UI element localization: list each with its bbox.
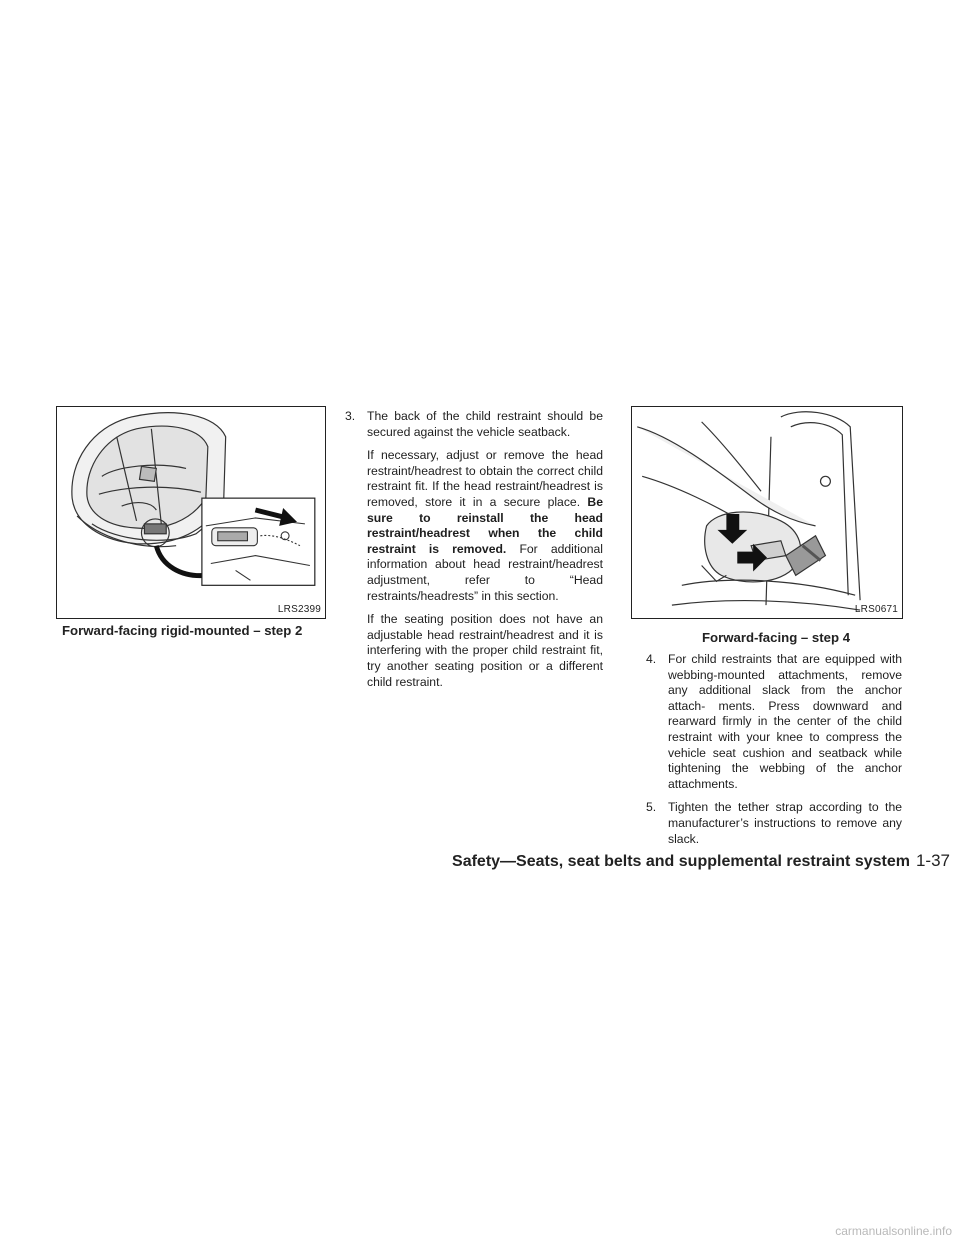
figure-caption: Forward-facing – step 4 bbox=[702, 630, 851, 645]
step-number: 3. bbox=[345, 409, 356, 423]
step-text: Tighten the tether strap according to the manufacturer’s instructions to remove any slack. bbox=[668, 800, 902, 846]
section-title: Safety—Seats, seat belts and supplemental restraint system bbox=[452, 853, 910, 870]
step-text: The back of the child restraint should be secured against the vehicle seatback. bbox=[367, 409, 603, 439]
page-footer bbox=[420, 851, 950, 875]
right-column bbox=[646, 652, 902, 855]
step-number: 4. bbox=[646, 652, 657, 666]
step-3 bbox=[345, 409, 603, 690]
step-number: 5. bbox=[646, 800, 657, 815]
figure-caption: Forward-facing rigid-mounted – step 2 bbox=[62, 623, 303, 638]
paragraph-tail: For additional information about head restraint/headrest adjustment, refer to “Head restraints/headrests” in this section. bbox=[367, 541, 603, 603]
figure-right bbox=[631, 406, 903, 619]
step-4 bbox=[646, 652, 902, 792]
page-number: 1-37 bbox=[915, 851, 950, 870]
figure-code: LRS0671 bbox=[854, 604, 898, 615]
child-seat-install-illustration bbox=[632, 407, 902, 618]
step-paragraph bbox=[367, 448, 603, 604]
step-5 bbox=[646, 800, 902, 847]
middle-column bbox=[345, 409, 603, 698]
step-text: For child restraints that are equipped with webbing-mounted attachments, remove any additional slack from the anchor attach- ments. Press downward and rearward firmly in the center of the child restraint with your knee to compress the vehicle seat cushion and seatback while tightening the webbing of the anchor attachments. bbox=[668, 652, 902, 791]
watermark: carmanualsonline.info bbox=[835, 1224, 952, 1238]
child-seat-illustration bbox=[57, 407, 325, 618]
warning-text: Be sure to reinstall the head restraint/headrest when the child restraint is removed. bbox=[367, 494, 603, 556]
figure-left bbox=[56, 406, 326, 619]
step-paragraph: If the seating position does not have an adjustable head restraint/headrest and it is interfering with the proper child restraint fit, try another seating position or a different child restraint. bbox=[367, 612, 603, 689]
paragraph-lead: If necessary, adjust or remove the head restraint/headrest to obtain the correct child restraint fit. If the head restraint/headrest is removed, store it in a secure place. bbox=[367, 448, 603, 509]
figure-code: LRS2399 bbox=[277, 604, 321, 615]
